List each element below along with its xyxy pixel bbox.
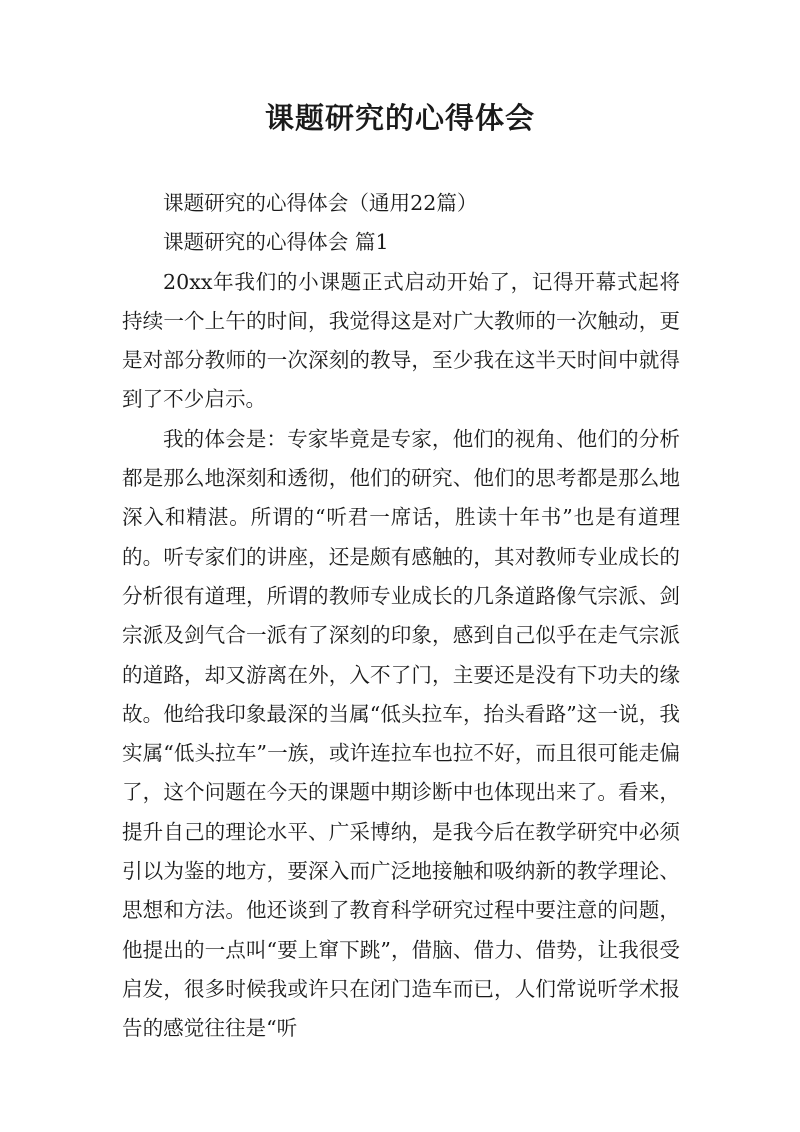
document-title: 课题研究的心得体会 [264, 101, 535, 135]
document-subtitle: 课题研究的心得体会（通用22篇） [163, 191, 478, 215]
body-paragraph-1: 20xx年我们的小课题正式启动开始了，记得开幕式起将持续一个上午的时间，我觉得这是对广大教师的一次触动，更是对部分教师的一次深刻的教导，至少我在这半天时间中就得到了不少启示。 [122, 269, 680, 412]
document-body [122, 184, 680, 1049]
body-paragraph-2: 我的体会是：专家毕竟是专家，他们的视角、他们的分析都是那么地深刻和透彻，他们的研究、他们的思考都是那么地深入和精湛。所谓的“听君一席话，胜读十年书”也是有道理的。听专家们的讲座，还是颇有感触的，其对教师专业成长的分析很有道理，所谓的教师专业成长的几条道路像气宗派、剑宗派及剑气合一派有了深刻的印象，感到自己似乎在走气宗派的道路，却又游离在外，入不了门，主要还是没有下功夫的缘故。他给我印象最深的当属“低头拉车，抬头看路”这一说，我实属“低头拉车”一族，或许连拉车也拉不好，而且很可能走偏了，这个问题在今天的课题中期诊断中也体现出来了。看来，提升自己的理论水平、广采博纳，是我今后在教学研究中必须引以为鉴的地方，要深入而广泛地接触和吸纳新的教学理论、思想和方法。他还谈到了教育科学研究过程中要注意的问题，他提出的一点叫“要上窜下跳”，借脑、借力、借势，让我很受启发，很多时候我或许只在闭门造车而已，人们常说听学术报告的感觉往往是“听 [122, 426, 680, 1041]
section-heading: 课题研究的心得体会 篇1 [163, 230, 389, 255]
